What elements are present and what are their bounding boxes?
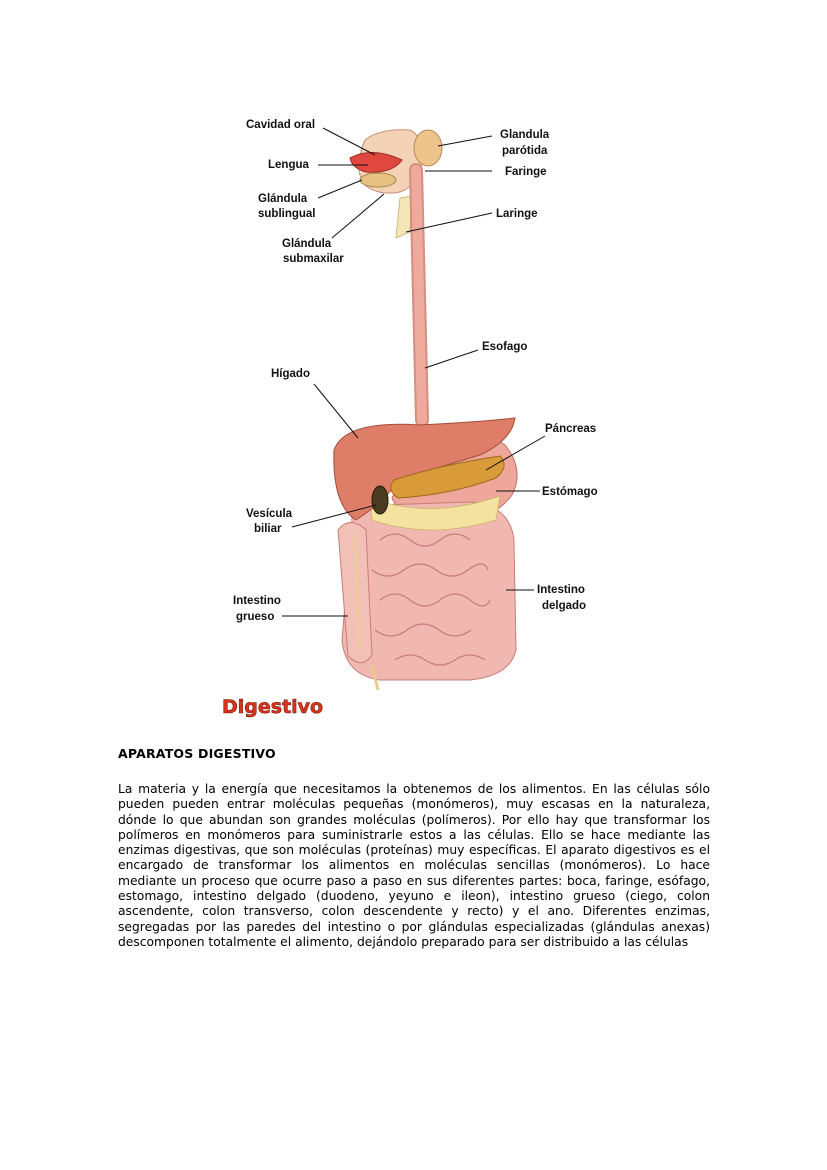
label-glandula-parotida: Glandula: [500, 129, 550, 141]
label-higado: Hígado: [271, 368, 310, 380]
mouth-region: [350, 130, 442, 193]
section-heading: APARATOS DIGESTIVO: [118, 746, 276, 761]
label-intestino-grueso: Intestino: [233, 595, 281, 607]
label-glandula-sublingual-2: sublingual: [258, 208, 316, 220]
label-pancreas: Páncreas: [545, 423, 597, 435]
label-glandula-sublingual: Glándula: [258, 193, 308, 205]
label-esofago: Esofago: [482, 341, 528, 353]
label-cavidad-oral: Cavidad oral: [246, 119, 316, 131]
label-vesicula-2: biliar: [254, 523, 282, 535]
label-estomago: Estómago: [542, 486, 598, 498]
label-glandula-parotida-2: parótida: [502, 145, 548, 157]
label-intestino-delgado-2: delgado: [542, 600, 587, 612]
label-laringe: Laringe: [496, 208, 538, 220]
label-intestino-delgado: Intestino: [537, 584, 585, 596]
gallbladder: [372, 486, 388, 514]
label-intestino-grueso-2: grueso: [236, 611, 275, 623]
digestivo-logo: Digestivo: [222, 696, 324, 718]
body-paragraph: La materia y la energía que necesitamos la obtenemos de los alimentos. En las células sólo pueden pueden entrar moléculas pequeñas (monómeros), muy escasas en la naturaleza, dónde lo que abundan son grandes moléculas (polímeros). Por ello hay que transformar los polímeros en monómeros para suministrarle estos a las células. Ello se hace mediante las enzimas digestivas, que son moléculas (proteínas) muy específicas. El aparato digestivos es el encargado de transformar los alimentos en moléculas sencillas (monómeros). Lo hace mediante un proceso que ocurre paso a paso en sus diferentes partes: boca, faringe, esófago, estomago, intestino delgado (duodeno, yeyuno e ileon), intestino grueso (ciego, colon ascendente, colon transverso, colon descendente y recto) y el ano. Diferentes enzimas, segregadas por las paredes del intestino o por glándulas especializadas (glándulas anexas) descomponen totalmente el alimento, dejándolo preparado para ser distribuido a las células: [118, 782, 710, 949]
parotid-gland: [414, 130, 442, 166]
label-glandula-submaxilar: Glándula: [282, 238, 332, 250]
label-vesicula: Vesícula: [246, 508, 293, 520]
label-lengua: Lengua: [268, 159, 309, 171]
label-faringe: Faringe: [505, 166, 547, 178]
sublingual-gland: [360, 173, 396, 187]
label-glandula-submaxilar-2: submaxilar: [283, 253, 344, 265]
